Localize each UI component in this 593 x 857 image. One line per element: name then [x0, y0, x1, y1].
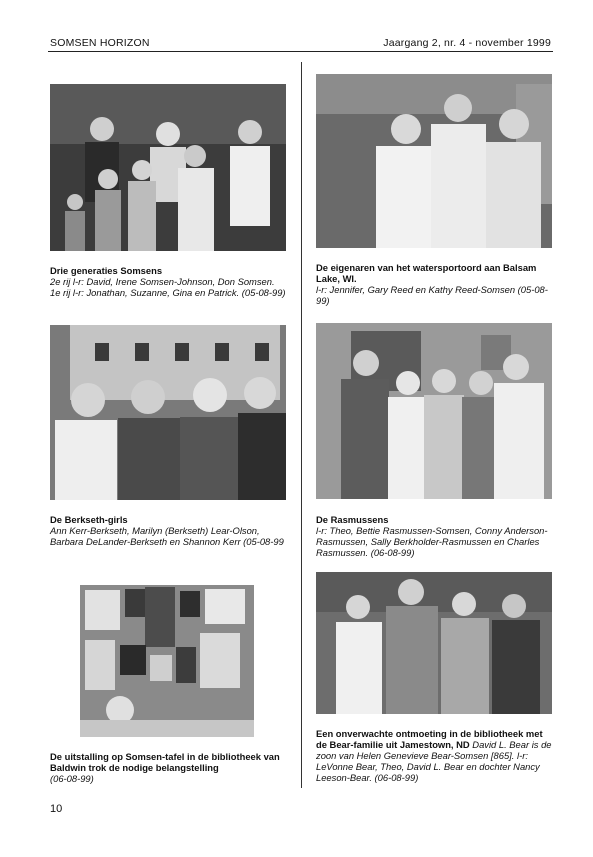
publication-title: SOMSEN HORIZON [50, 37, 150, 49]
column-divider [301, 62, 302, 788]
caption-text: 2e rij l-r: David, Irene Somsen-Johnson, Don Somsen. 1e rij l-r: Jonathan, Suzanne, Gina en Patrick. (05-08-99) [50, 276, 286, 298]
caption-title: De uitstalling op Somsen-tafel in de bibliotheek van Baldwin trok de nodige belangstelling [50, 751, 280, 773]
caption-text: Ann Kerr-Berkseth, Marilyn (Berkseth) Lear-Olson, Barbara DeLander-Berkseth en Shannon Kerr (05-08-99 [50, 525, 284, 547]
caption-rasmussens [316, 514, 556, 558]
photo-bear-family [316, 572, 552, 714]
caption-title: Een onverwachte ontmoeting in de bibliotheek met de Bear-familie uit Jamestown, ND [316, 728, 543, 750]
caption-text: l-r: Theo, Bettie Rasmussen-Somsen, Conny Anderson-Rasmussen, Sally Berkholder-Rasmussen en Charles Rasmussen. (06-08-99) [316, 525, 548, 558]
caption-watersport-owners [316, 262, 556, 306]
caption-library-display [50, 751, 290, 784]
photo-berkseth-girls [50, 325, 286, 500]
caption-title: De Berkseth-girls [50, 514, 128, 525]
photo-watersport-owners [316, 74, 552, 248]
photo-three-generations [50, 84, 286, 251]
caption-title: De Rasmussens [316, 514, 389, 525]
caption-text: (06-08-99) [50, 773, 94, 784]
caption-berkseth-girls [50, 514, 290, 547]
caption-title: De eigenaren van het watersportoord aan Balsam Lake, WI. [316, 262, 537, 284]
header-rule [48, 51, 553, 52]
caption-text: David L. Bear is de zoon van Helen Genevieve Bear-Somsen [865]. l-r: LeVonne Bear, Theo, David L. Bear en dochter Nancy Leeson-Bear. (06-08-99) [316, 739, 552, 783]
caption-title: Drie generaties Somsens [50, 265, 163, 276]
caption-three-generations [50, 265, 286, 298]
photo-rasmussens [316, 323, 552, 499]
photo-library-display [80, 585, 254, 737]
caption-bear-family [316, 728, 556, 783]
page-number: 10 [50, 803, 63, 815]
issue-info: Jaargang 2, nr. 4 - november 1999 [383, 37, 551, 49]
caption-text: l-r: Jennifer, Gary Reed en Kathy Reed-Somsen (05-08-99) [316, 284, 548, 306]
